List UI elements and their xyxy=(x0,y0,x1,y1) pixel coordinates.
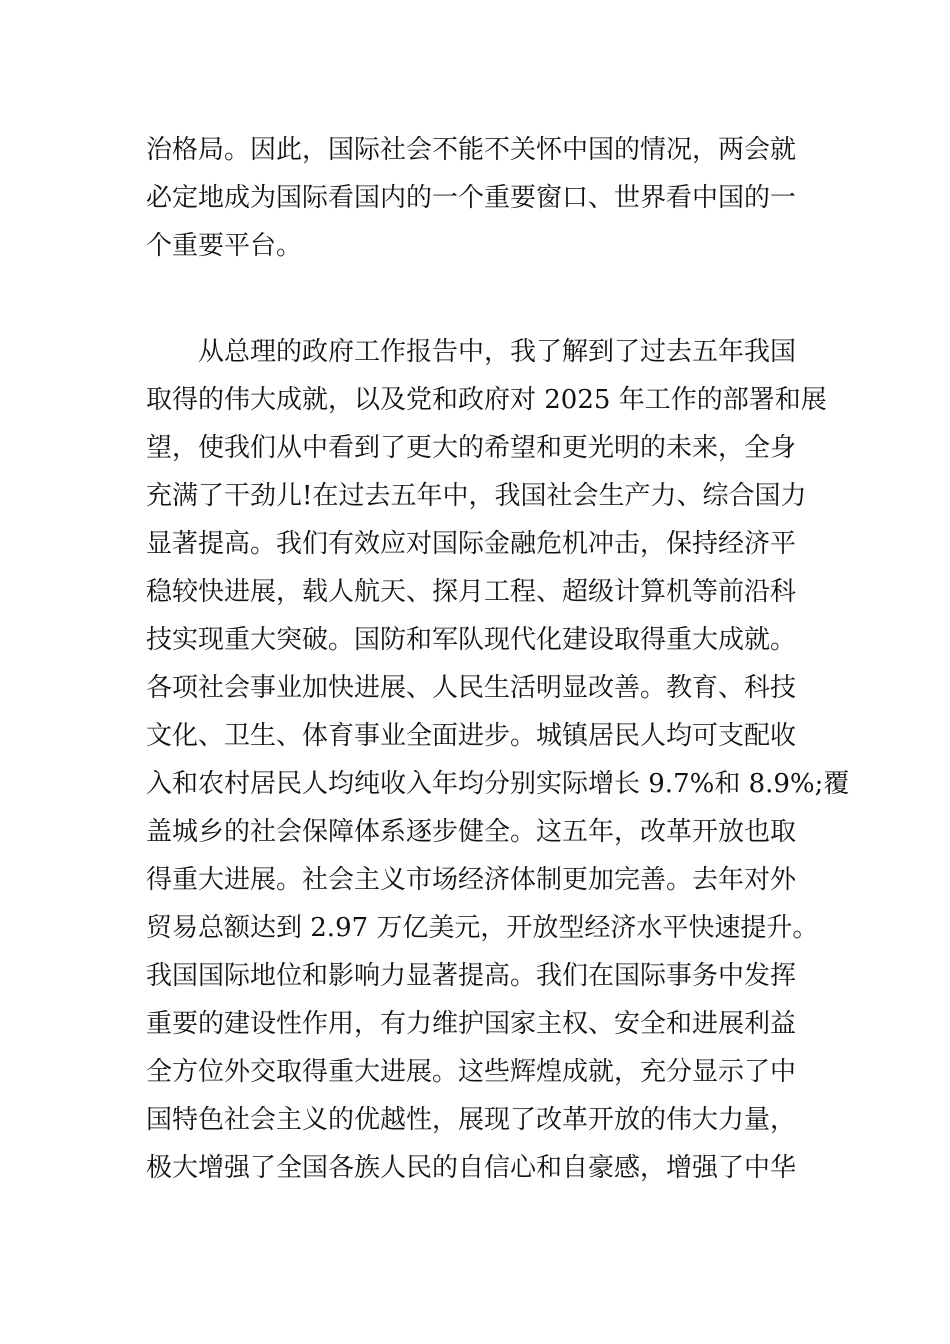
text-line: 显著提高。我们有效应对国际金融危机冲击，保持经济平 xyxy=(146,529,797,559)
text-line: 文化、卫生、体育事业全面进步。城镇居民人均可支配收 xyxy=(146,721,797,751)
text-line: 极大增强了全国各族人民的自信心和自豪感，增强了中华 xyxy=(146,1153,797,1183)
text-line: 全方位外交取得重大进展。这些辉煌成就，充分显示了中 xyxy=(146,1057,797,1087)
text-line: 望，使我们从中看到了更大的希望和更光明的未来，全身 xyxy=(146,433,797,463)
text-line: 各项社会事业加快进展、人民生活明显改善。教育、科技 xyxy=(146,673,797,703)
text-line: 入和农村居民人均纯收入年均分别实际增长 9.7%和 8.9%;覆 xyxy=(146,769,850,799)
text-line: 治格局。因此，国际社会不能不关怀中国的情况，两会就 xyxy=(146,135,797,165)
text-line: 盖城乡的社会保障体系逐步健全。这五年，改革开放也取 xyxy=(146,817,797,847)
text-line: 必定地成为国际看国内的一个重要窗口、世界看中国的一 xyxy=(146,183,797,213)
text-line: 充满了干劲儿!在过去五年中，我国社会生产力、综合国力 xyxy=(146,481,807,511)
text-line: 个重要平台。 xyxy=(146,231,303,261)
text-line: 重要的建设性作用，有力维护国家主权、安全和进展利益 xyxy=(146,1009,797,1039)
text-line: 贸易总额达到 2.97 万亿美元，开放型经济水平快速提升。 xyxy=(146,913,819,943)
text-line: 我国国际地位和影响力显著提高。我们在国际事务中发挥 xyxy=(146,961,797,991)
text-line: 从总理的政府工作报告中，我了解到了过去五年我国 xyxy=(198,337,797,367)
text-line: 国特色社会主义的优越性，展现了改革开放的伟大力量， xyxy=(146,1105,797,1135)
text-line: 得重大进展。社会主义市场经济体制更加完善。去年对外 xyxy=(146,865,797,895)
text-line: 稳较快进展，载人航天、探月工程、超级计算机等前沿科 xyxy=(146,577,797,607)
text-line: 取得的伟大成就，以及党和政府对 2025 年工作的部署和展 xyxy=(146,385,827,415)
text-line: 技实现重大突破。国防和军队现代化建设取得重大成就。 xyxy=(146,625,797,655)
